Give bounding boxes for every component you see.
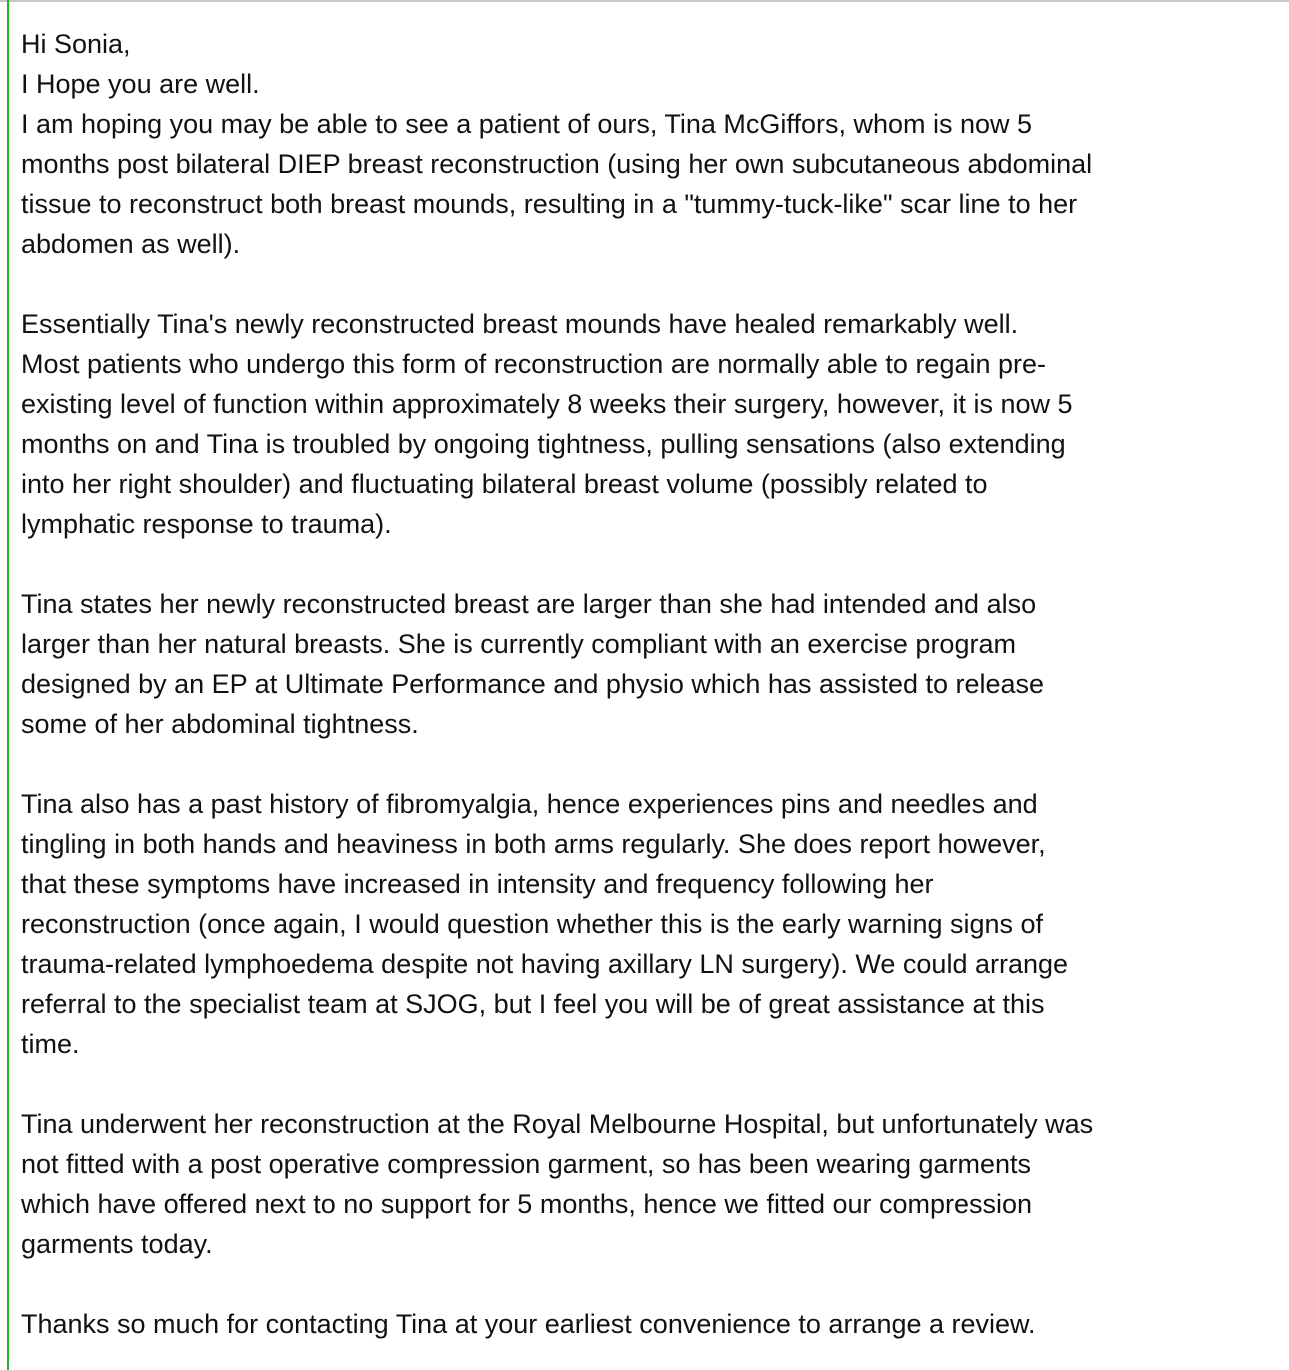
quote-bar (7, 0, 9, 1370)
text-line: garments today. (21, 1229, 213, 1259)
text-line: trauma-related lymphoedema despite not having axillary LN surgery). We could arrange (21, 949, 1069, 979)
text-line: some of her abdominal tightness. (21, 709, 419, 739)
text-line: months on and Tina is troubled by ongoing tightness, pulling sensations (also extending (21, 429, 1066, 459)
top-divider (0, 0, 1289, 2)
text-line: Essentially Tina's newly reconstructed breast mounds have healed remarkably well. (21, 309, 1019, 339)
text-line: Thanks so much for contacting Tina at your earliest convenience to arrange a review. (21, 1309, 1036, 1339)
text-line: reconstruction (once again, I would question whether this is the early warning signs of (21, 909, 1044, 939)
blank-line (21, 1264, 1093, 1304)
blank-line (21, 1064, 1093, 1104)
text-line: months post bilateral DIEP breast reconstruction (using her own subcutaneous abdominal (21, 149, 1093, 179)
text-line: that these symptoms have increased in intensity and frequency following her (21, 869, 934, 899)
text-line: tissue to reconstruct both breast mounds, resulting in a "tummy-tuck-like" scar line to her (21, 189, 1078, 219)
text-line: into her right shoulder) and fluctuating bilateral breast volume (possibly related to (21, 469, 988, 499)
text-line: existing level of function within approximately 8 weeks their surgery, however, it is now 5 (21, 389, 1073, 419)
text-line: I am hoping you may be able to see a patient of ours, Tina McGiffors, whom is now 5 (21, 109, 1033, 139)
blank-line (21, 544, 1093, 584)
text-line: designed by an EP at Ultimate Performance and physio which has assisted to release (21, 669, 1045, 699)
text-line: Hi Sonia, (21, 29, 131, 59)
text-line: Tina states her newly reconstructed breast are larger than she had intended and also (21, 589, 1037, 619)
text-line: referral to the specialist team at SJOG, but I feel you will be of great assistance at this (21, 989, 1045, 1019)
blank-line (21, 744, 1093, 784)
text-line: abdomen as well). (21, 229, 241, 259)
email-body (21, 24, 1093, 1344)
text-line: Tina also has a past history of fibromyalgia, hence experiences pins and needles and (21, 789, 1038, 819)
text-line: Tina underwent her reconstruction at the Royal Melbourne Hospital, but unfortunately was (21, 1109, 1094, 1139)
text-line: Most patients who undergo this form of reconstruction are normally able to regain pre- (21, 349, 1047, 379)
text-line: tingling in both hands and heaviness in both arms regularly. She does report however, (21, 829, 1046, 859)
text-line: I Hope you are well. (21, 69, 260, 99)
text-line: time. (21, 1029, 80, 1059)
text-line: lymphatic response to trauma). (21, 509, 392, 539)
text-line: not fitted with a post operative compression garment, so has been wearing garments (21, 1149, 1032, 1179)
text-line: larger than her natural breasts. She is currently compliant with an exercise program (21, 629, 1016, 659)
blank-line (21, 264, 1093, 304)
text-line: which have offered next to no support for 5 months, hence we fitted our compression (21, 1189, 1033, 1219)
